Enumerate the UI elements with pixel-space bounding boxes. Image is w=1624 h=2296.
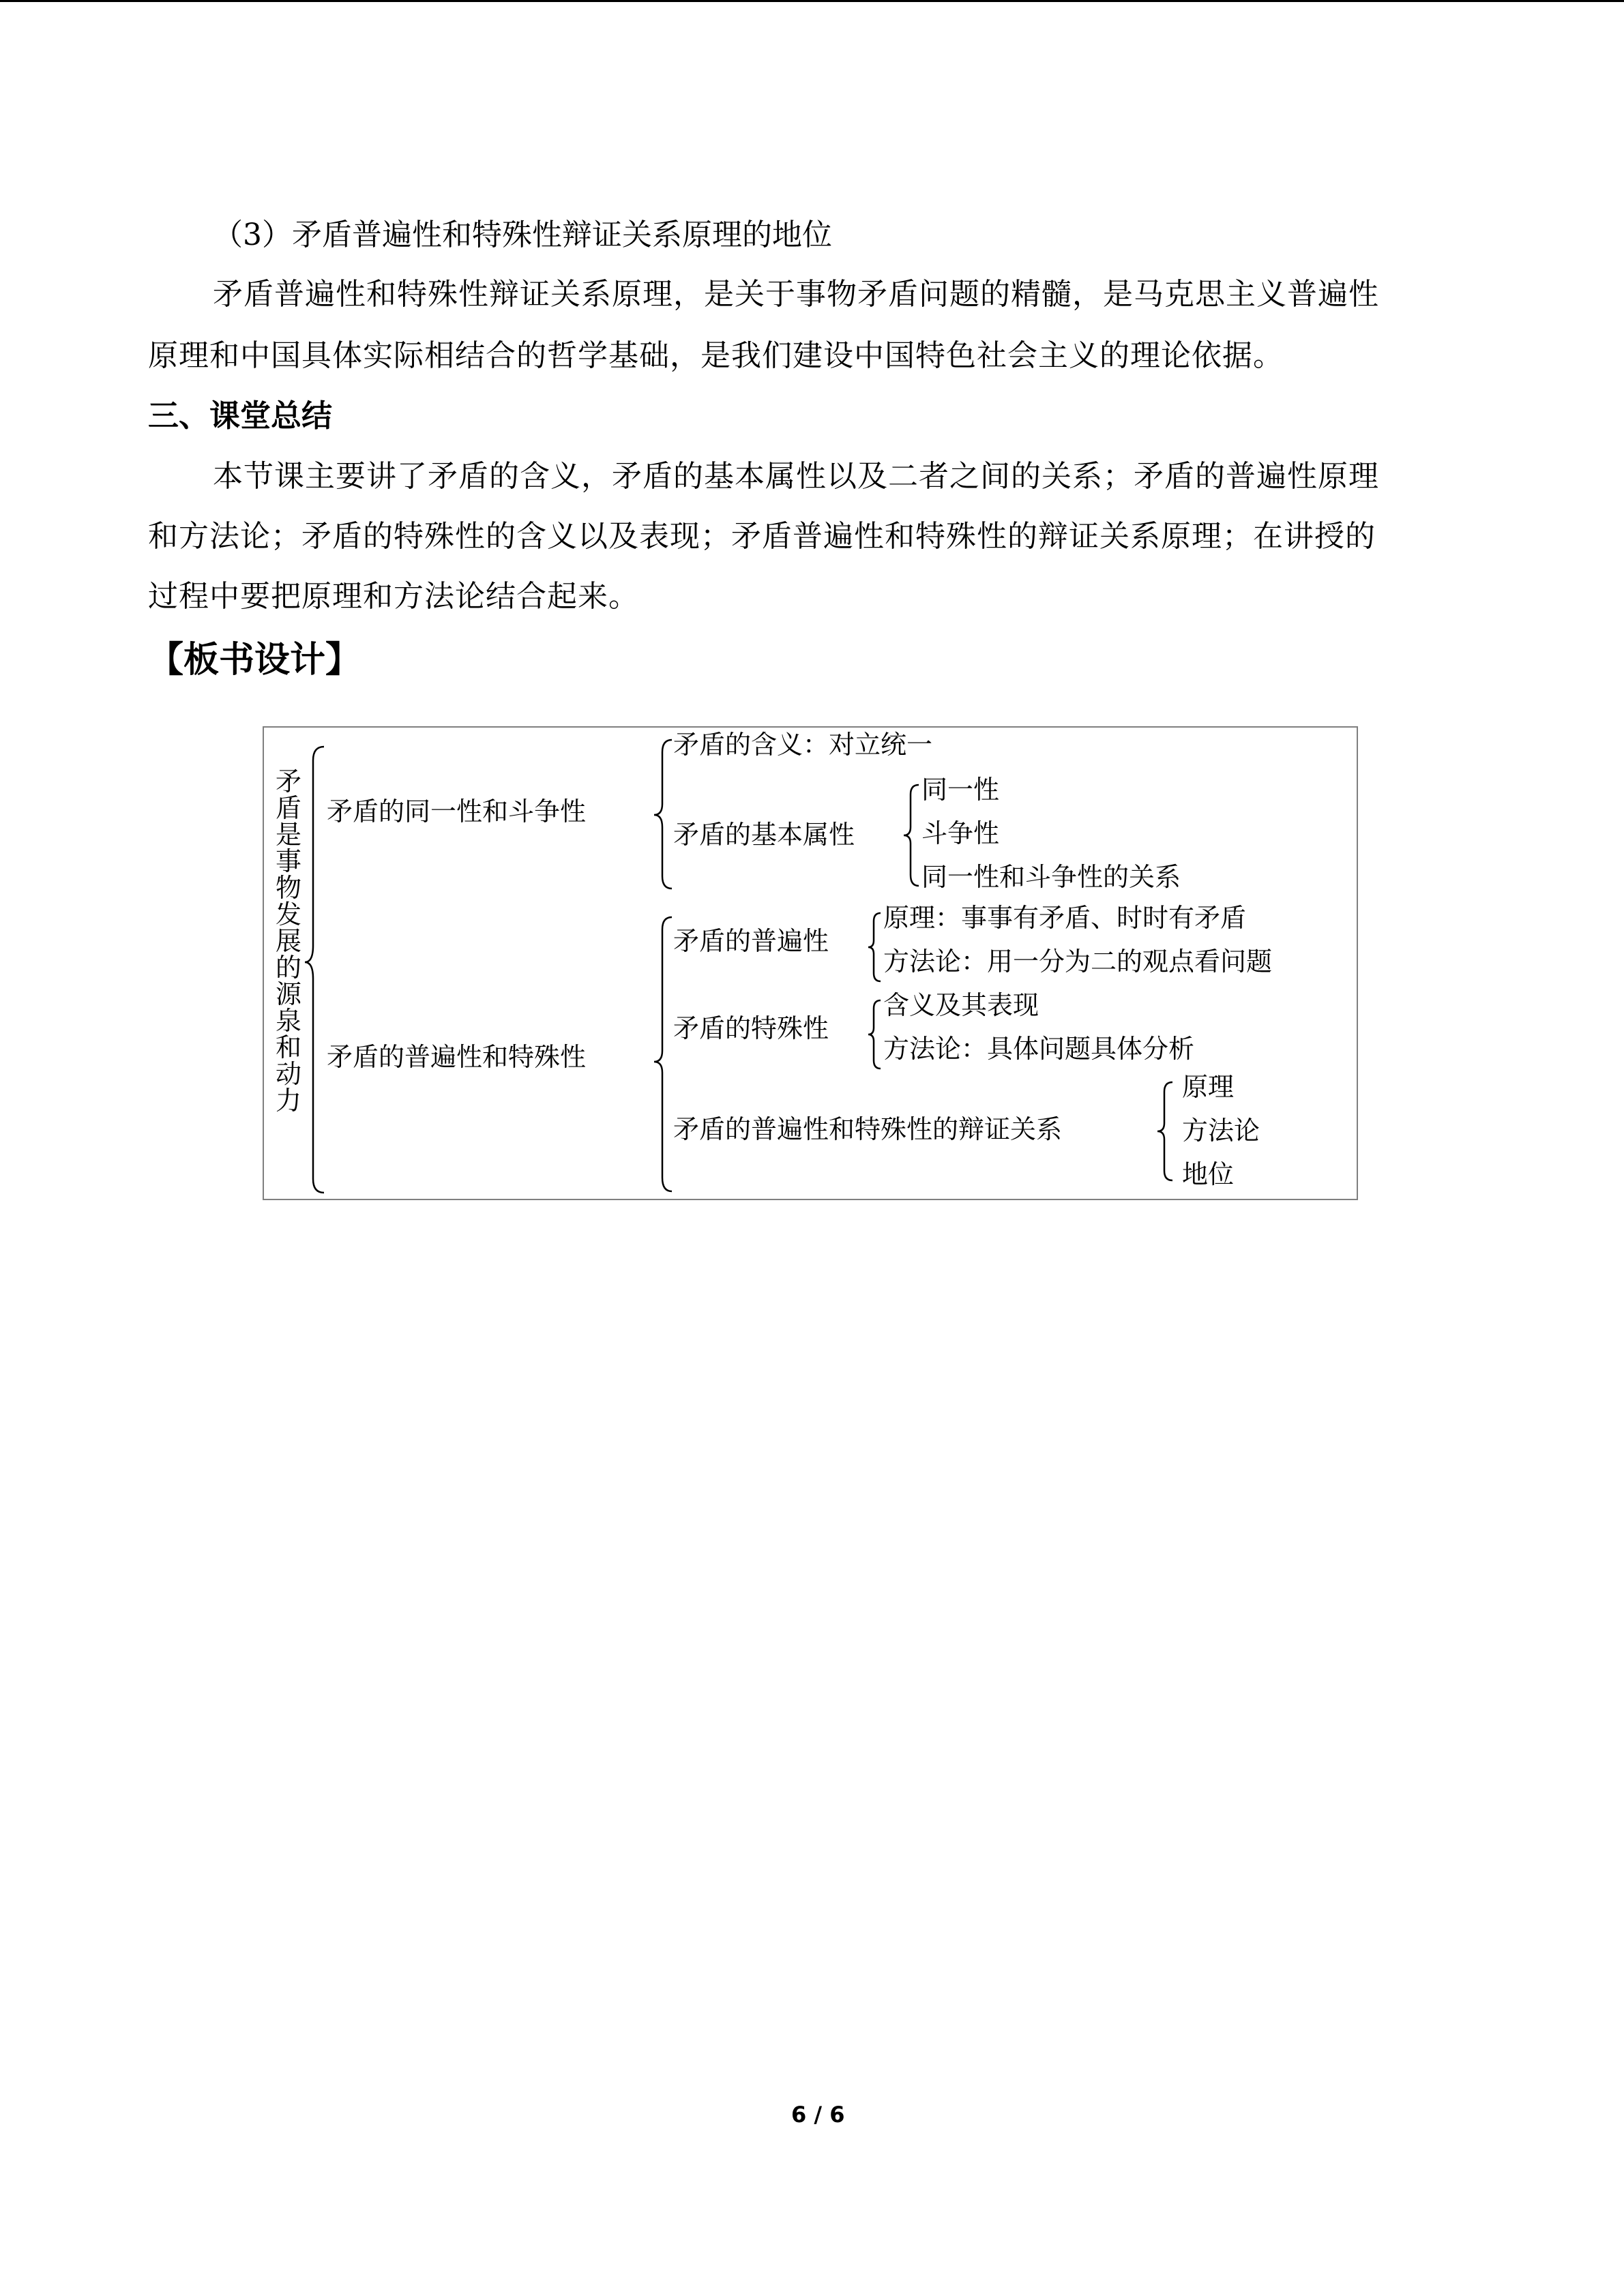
paragraph-line: 本节课主要讲了矛盾的含义，矛盾的基本属性以及二者之间的关系；矛盾的普遍性原理 <box>213 459 1379 494</box>
attribute-item: 同一性 <box>921 775 1000 805</box>
paragraph-line: 矛盾普遍性和特殊性辩证关系原理，是关于事物矛盾问题的精髓，是马克思主义普遍性 <box>213 277 1379 312</box>
particularity-item: 含义及其表现 <box>883 990 1039 1020</box>
board-root-label: 矛盾是事物发展的源泉和动力 <box>275 766 301 1116</box>
universality-item: 原理：事事有矛盾、时时有矛盾 <box>883 903 1247 933</box>
page-number: 6 / 6 <box>791 2102 845 2128</box>
paragraph-line: 和方法论；矛盾的特殊性的含义以及表现；矛盾普遍性和特殊性的辩证关系原理；在讲授的 <box>148 519 1376 554</box>
subsection-title: （3）矛盾普遍性和特殊性辩证关系原理的地位 <box>213 218 832 252</box>
board-design-heading: 【板书设计】 <box>148 640 361 681</box>
attribute-item: 斗争性 <box>921 818 1000 848</box>
attribute-item: 同一性和斗争性的关系 <box>921 862 1181 892</box>
particularity-label: 矛盾的特殊性 <box>673 1013 829 1043</box>
paragraph-line: 原理和中国具体实际相结合的哲学基础，是我们建设中国特色社会主义的理论依据。 <box>148 338 1284 373</box>
dialectic-item: 方法论 <box>1182 1116 1260 1146</box>
branch-identity-struggle: 矛盾的同一性和斗争性 <box>327 796 587 826</box>
board-diagram <box>263 726 1358 1200</box>
dialectic-label: 矛盾的普遍性和特殊性的辩证关系 <box>673 1114 1063 1144</box>
dialectic-item: 地位 <box>1182 1159 1235 1189</box>
section-heading: 三、课堂总结 <box>148 398 333 434</box>
dialectic-item: 原理 <box>1182 1072 1235 1102</box>
paragraph-line: 过程中要把原理和方法论结合起来。 <box>148 579 639 614</box>
branch-universality-particularity: 矛盾的普遍性和特殊性 <box>327 1042 587 1072</box>
top-border <box>0 0 1624 2</box>
basic-attributes-label: 矛盾的基本属性 <box>673 820 855 850</box>
contradiction-meaning: 矛盾的含义：对立统一 <box>673 730 933 760</box>
universality-label: 矛盾的普遍性 <box>673 926 829 956</box>
universality-item: 方法论：用一分为二的观点看问题 <box>883 946 1273 976</box>
particularity-item: 方法论：具体问题具体分析 <box>883 1034 1195 1064</box>
